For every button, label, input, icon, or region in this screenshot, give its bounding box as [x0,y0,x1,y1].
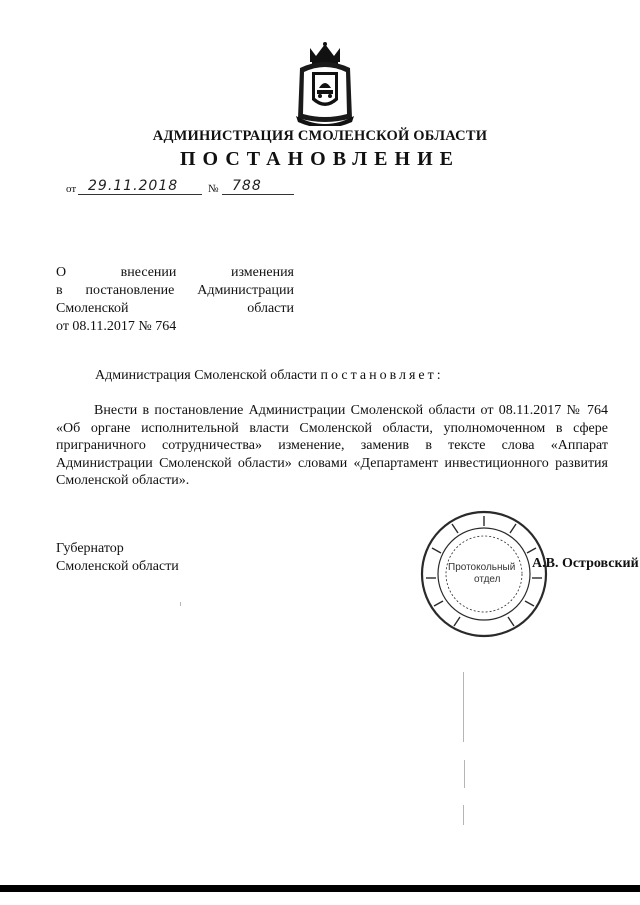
signatory-name: А.В. Островский [532,556,639,571]
seal-department [448,562,515,586]
seal-department-line: отдел [474,574,501,585]
subject-reference: от 08.11.2017 № 764 [56,319,177,334]
date-value: 29.11.2018 [88,178,179,194]
subject-line [56,318,294,336]
date-number-line [66,176,306,198]
number-prefix: № [208,183,219,195]
subject-line [56,300,294,318]
date-underline [78,194,202,195]
subject-word: постановление [85,283,175,298]
coat-of-arms-emblem [290,42,360,126]
subject-word: области [247,301,294,316]
subject-word: Смоленской [56,301,129,316]
document-subject [56,264,294,336]
preamble [95,368,444,384]
position-line: Губернатор [56,541,124,556]
scan-artifact-line [463,672,464,742]
number-value: 788 [232,178,262,194]
scan-artifact-line [463,805,464,825]
preamble-verb: постановляет: [320,368,444,383]
scan-artifact-line [464,760,465,788]
preamble-lead: Администрация Смоленской области [95,368,318,383]
seal-department-line: Протокольный [448,562,516,573]
subject-word: изменения [230,265,294,280]
subject-word: О [56,265,67,280]
organization-title: АДМИНИСТРАЦИЯ СМОЛЕНСКОЙ ОБЛАСТИ [152,128,488,144]
subject-word: в [56,283,63,298]
date-prefix: от [66,183,77,195]
signatory-position [56,540,179,576]
subject-line [56,264,294,282]
subject-word: Администрации [197,283,294,298]
subject-word: внесении [120,265,177,280]
subject-line [56,282,294,300]
position-line: Смоленской области [56,559,179,574]
scan-artifact-dot [180,602,181,606]
scan-bottom-edge [0,885,640,892]
document-type-heading: ПОСТАНОВЛЕНИЕ [180,148,460,170]
number-underline [222,194,294,195]
resolution-body: Внести в постановление Администрации Смоленской области от 08.11.2017 № 764 «Об органе исполнительной власти Смоленской области, уполномоченном в сфере приграничного сотрудничества» изменение, заменив в тексте слова «Аппарат Администрации Смоленской области» словами «Департамент инвестиционного развития Смоленской области». [56,403,608,488]
